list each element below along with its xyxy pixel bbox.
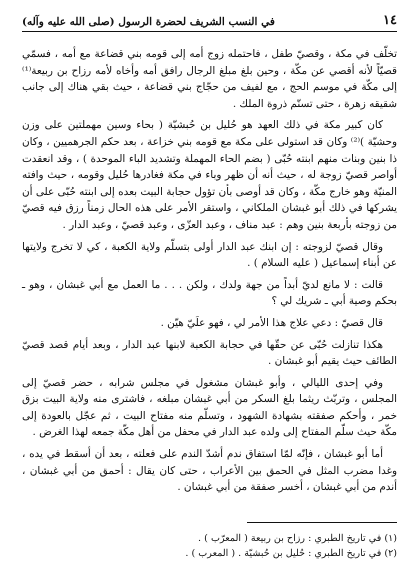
paragraph-1: تخلّف في مكة ، وقصيّ طفل ، فاحتمله زوج أمه إلى قومه بني قضاعة مع أمه ، فسمّي قصيّاً لأنه أقصي عن مكّة ، وحين بلغ مبلغ الرجال رافق أمه وأخاه لأمه رزاح بن ربيعة⁽¹⁾ إلى مكّة في موسم الحج ، مع لفيف من حجّاج بني قضاعة ، حيث بقي هناك إلى جانب شقيقه زهرة ، حتى تسنّم ذروة الملك . <box>22 48 397 110</box>
paragraph-7: وفي إحدى الليالي ، وأبو غبشان مشغول في مجلس شرابه ، حضر قصيّ إلى المجلس ، وتربّث ريثما بلغ السكر من أبي غبشان مبلغه ، فاشترى منه ولاية البيت بزق خمر ، وأحكم صفقته بشهادة الشهود ، وتسلّم منه مفتاح البيت ، ثم عجّل بالعودة إلى مكّة حيث سلّم المفتاح إلى ولده عبد الدار في محفل من أهل مكّة جمعه لهذا الغرض . <box>22 376 397 439</box>
paragraph-3: وقال قصيّ لزوجته : إن ابنك عبد الدار أولى بتسلّم ولاية الكعبة ، كي لا تخرج ولايتها عن أبناء إسماعيل ( عليه السلام ) . <box>22 240 397 270</box>
footnotes <box>22 531 397 561</box>
page-number: ١٤ <box>383 13 397 28</box>
paragraph-2: كان كبير مكة في ذلك العهد هو حُليل بن حُبشيّة ( بحاء وسين مهملتين على وزن وحشيّة )⁽²⁾ وكان قد استولى على مكة مع قومه بني خزاعة ، بعد حكم الجرهميين ، وكان ذا بنين وبنات منهم ابنته حُبّى ( بضم الحاء المهملة وتشديد الباء الموحدة ) ، وقد انعقدت أواصر قصيّ زوجة له ، حيث أنه أن ظهر وباء في مكة فغادرها حُليل وقومه ، حيث وافته المنيّة وهو خارج مكّة ، وكان قد أوصى بأن تؤول حجابة البيت بعده إلى ابنته حُبّى على أن يشركها في ذلك أبو غبشان الملكاني ، واستقر الأمر على هذه الحال زمناً رزق فيه قصيّ من زوجته بأربعة بنين وهم : عبد مناف ، وعبد العزّى ، وعبد قصيّ ، وعبد الدار . <box>22 119 397 231</box>
running-title: في النسب الشريف لحضرة الرسول (صلى الله عليه وآله) <box>22 16 275 28</box>
page-header <box>22 8 397 28</box>
paragraph-6: هكذا تنازلت حُبّى عن حقّها في حجابة الكعبة لابنها عبد الدار ، وبعد أيام قصد قصيّ الطائف حيث يقيم أبو غبشان . <box>22 338 397 368</box>
paragraph-4: قالت : لا مانع لديّ أبداً من جهة ولدك ، ولكن . . . ما العمل مع أبي غبشان ، وهو ـ بحكم وصية أبي ـ شريك لي ؟ <box>22 278 397 308</box>
paragraph-8: أما أبو غبشان ، فإنّه لمّا استفاق ندم أشدّ الندم على فعلته ، بعد أن أسقط في يده ، وغدا مضرب المثل في الحمق بين الأعراب ، حتى كان يقال : أحمق من أبي غبشان ، أندم من أبي غبشان ، أخسر صفقة من أبي غبشان . <box>22 448 397 494</box>
page-body <box>22 46 397 496</box>
footnote-2: (٢) في تاريخ الطبري : حُليل بن حُبشيّة . ( المعرب ) . <box>185 548 397 559</box>
paragraph-5: قال قصيّ : دعي علاج هذا الأمر لي ، فهو علَيّ هيّن . <box>160 316 383 329</box>
footnote-rule <box>247 522 397 523</box>
footnote-1: (١) في تاريخ الطبري : رزاح بن ربيعة ( المعرّب ) . <box>198 533 397 544</box>
header-rule <box>22 31 397 32</box>
